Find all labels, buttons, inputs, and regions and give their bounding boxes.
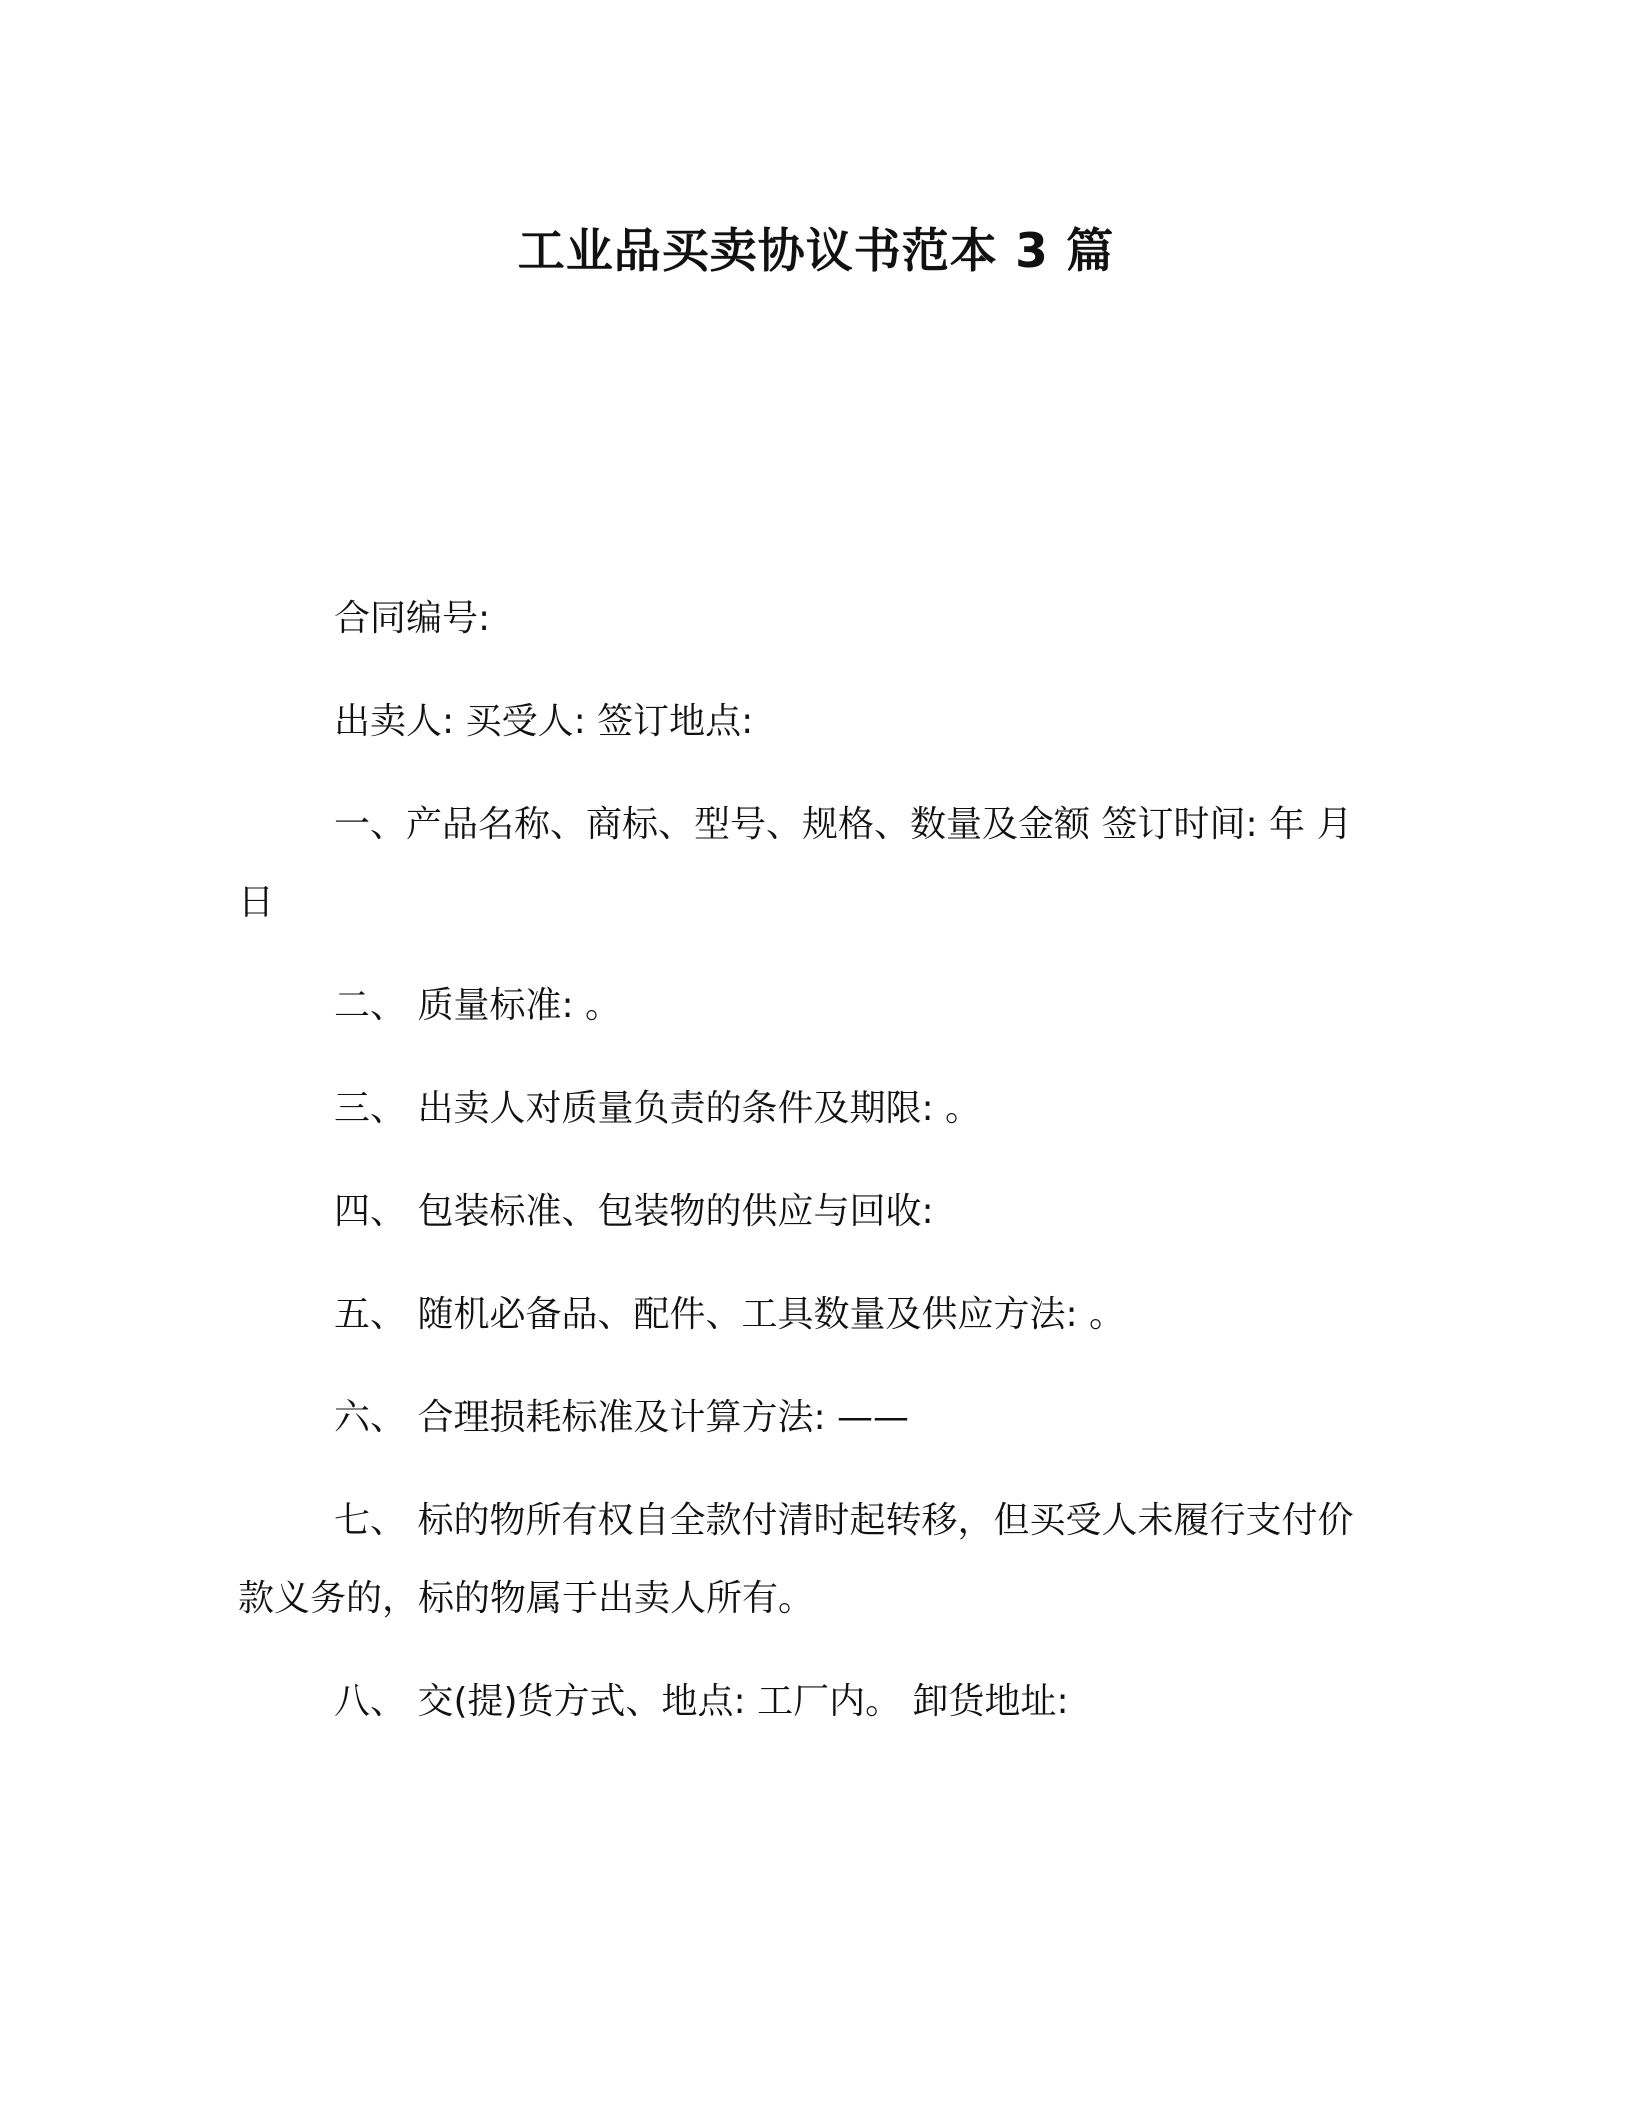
paragraph-clause-2: 二、 质量标准: 。 [334, 985, 622, 1026]
paragraph-clause-8: 八、 交(提)货方式、地点: 工厂内。 卸货地址: [334, 1681, 1069, 1722]
paragraph-contract-number: 合同编号: [334, 598, 491, 639]
paragraph-parties: 出卖人: 买受人: 签订地点: [334, 701, 754, 742]
paragraph-clause-6: 六、 合理损耗标准及计算方法: —— [334, 1397, 910, 1438]
paragraph-clause-3: 三、 出卖人对质量负责的条件及期限: 。 [334, 1088, 982, 1129]
document-title: 工业品买卖协议书范本 3 篇 [517, 224, 1115, 279]
paragraph-clause-5: 五、 随机必备品、配件、工具数量及供应方法: 。 [334, 1294, 1126, 1335]
paragraph-clause-1: 一、产品名称、商标、型号、规格、数量及金额 签订时间: 年 月 日 [238, 804, 1353, 923]
paragraph-clause-7: 七、 标的物所有权自全款付清时起转移，但买受人未履行支付价款义务的，标的物属于出卖人所有。 [238, 1500, 1354, 1619]
paragraph-clause-4: 四、 包装标准、包装物的供应与回收: [334, 1191, 934, 1232]
